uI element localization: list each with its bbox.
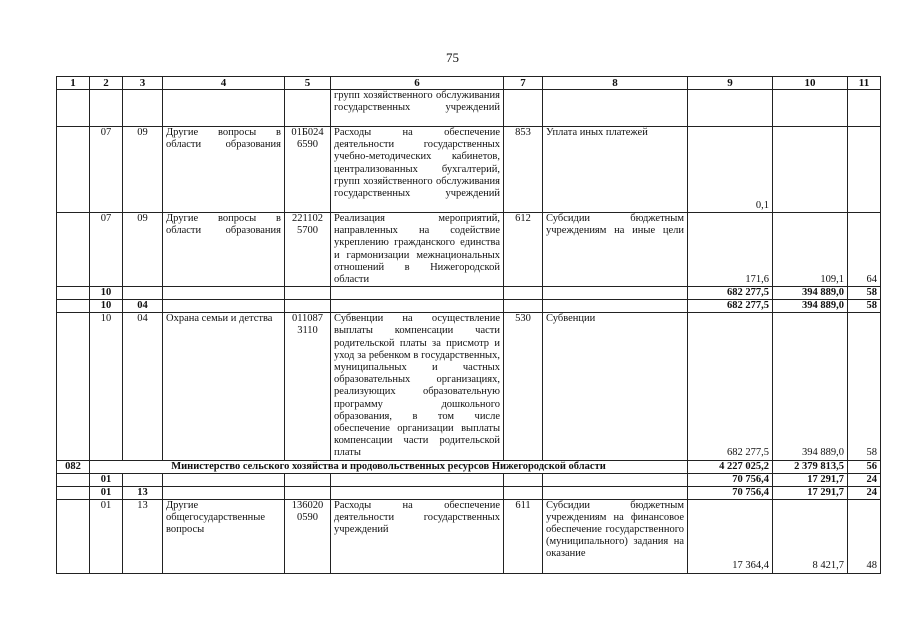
expense-description: Реализация мероприятий, направленных на содействие укреплению гражданского единства и гармонизации межнациональных отношений в Нижегородской области <box>331 213 504 287</box>
actual-amount: 394 889,0 <box>773 313 848 460</box>
plan-amount: 4 227 025,2 <box>688 460 773 473</box>
header-cell: 5 <box>285 77 331 90</box>
execution-percent: 56 <box>848 460 881 473</box>
subsection-code: 04 <box>123 313 163 460</box>
actual-amount: 8 421,7 <box>773 499 848 573</box>
subsection-name: Другие общегосударственные вопросы <box>163 499 285 573</box>
expense-description: Расходы на обеспечение деятельности государственных учебно-методических кабинетов, централизованных бухгалтерий, групп хозяйственного обслуживания государственных учреждений <box>331 127 504 213</box>
plan-amount: 682 277,5 <box>688 313 773 460</box>
expense-type-code: 530 <box>504 313 543 460</box>
ministry-code: 082 <box>57 460 90 473</box>
table-row <box>57 213 881 287</box>
subsection-code: 09 <box>123 127 163 213</box>
expense-type-name: Субсидии бюджетным учреждениям на финансовое обеспечение государственного (муниципального) задания на оказание <box>543 499 688 573</box>
actual-amount: 394 889,0 <box>773 287 848 300</box>
section-code: 10 <box>90 313 123 460</box>
header-cell: 10 <box>773 77 848 90</box>
subsection-name: Другие вопросы в области образования <box>163 213 285 287</box>
subsection-total-row <box>57 300 881 313</box>
execution-percent: 58 <box>848 313 881 460</box>
actual-amount <box>773 127 848 213</box>
header-cell: 2 <box>90 77 123 90</box>
ministry-row <box>57 460 881 473</box>
section-code: 07 <box>90 213 123 287</box>
execution-percent <box>848 127 881 213</box>
target-article-code: 011087 3110 <box>285 313 331 460</box>
subsection-code: 13 <box>123 486 163 499</box>
section-code: 01 <box>90 486 123 499</box>
header-cell: 6 <box>331 77 504 90</box>
header-cell: 7 <box>504 77 543 90</box>
section-code: 01 <box>90 499 123 573</box>
expense-type-code: 612 <box>504 213 543 287</box>
section-code: 10 <box>90 287 123 300</box>
expense-type-code: 853 <box>504 127 543 213</box>
actual-amount: 17 291,7 <box>773 473 848 486</box>
execution-percent: 64 <box>848 213 881 287</box>
header-cell: 8 <box>543 77 688 90</box>
plan-amount: 171,6 <box>688 213 773 287</box>
subsection-name: Охрана семьи и детства <box>163 313 285 460</box>
section-total-row <box>57 473 881 486</box>
section-code: 10 <box>90 300 123 313</box>
expense-description: Субвенции на осуществление выплаты компенсации части родительской платы за присмотр и уход за ребенком в государственных, муниципальных и частных образовательных организациях, реализующих образовательную программу дошкольного образования, в том числе обеспечение организации выплаты компенсации части родительской платы <box>331 313 504 460</box>
expense-type-name: Субвенции <box>543 313 688 460</box>
table-row <box>57 313 881 460</box>
header-row <box>57 77 881 90</box>
plan-amount: 682 277,5 <box>688 300 773 313</box>
expense-type-name: Уплата иных платежей <box>543 127 688 213</box>
header-cell: 1 <box>57 77 90 90</box>
subsection-code: 09 <box>123 213 163 287</box>
plan-amount: 682 277,5 <box>688 287 773 300</box>
subsection-code: 13 <box>123 499 163 573</box>
target-article-code: 136020 0590 <box>285 499 331 573</box>
plan-amount: 17 364,4 <box>688 499 773 573</box>
ministry-title: Министерство сельского хозяйства и продовольственных ресурсов Нижегородской области <box>90 460 688 473</box>
header-cell: 4 <box>163 77 285 90</box>
actual-amount: 2 379 813,5 <box>773 460 848 473</box>
execution-percent: 24 <box>848 473 881 486</box>
expense-description: Расходы на обеспечение деятельности государственных учреждений <box>331 499 504 573</box>
subsection-name: Другие вопросы в области образования <box>163 127 285 213</box>
table-row <box>57 90 881 127</box>
header-cell: 3 <box>123 77 163 90</box>
execution-percent: 48 <box>848 499 881 573</box>
target-article-code: 221102 5700 <box>285 213 331 287</box>
subsection-total-row <box>57 486 881 499</box>
plan-amount: 70 756,4 <box>688 486 773 499</box>
expense-description: групп хозяйственного обслуживания государственных учреждений <box>331 90 504 127</box>
section-code: 01 <box>90 473 123 486</box>
section-code: 07 <box>90 127 123 213</box>
page-number: 75 <box>446 50 459 65</box>
actual-amount: 109,1 <box>773 213 848 287</box>
expense-type-code: 611 <box>504 499 543 573</box>
section-total-row <box>57 287 881 300</box>
budget-table <box>56 76 881 574</box>
table-row <box>57 499 881 573</box>
table-row <box>57 127 881 213</box>
expense-type-name: Субсидии бюджетным учреждениям на иные цели <box>543 213 688 287</box>
actual-amount: 394 889,0 <box>773 300 848 313</box>
plan-amount: 70 756,4 <box>688 473 773 486</box>
execution-percent: 58 <box>848 287 881 300</box>
execution-percent: 24 <box>848 486 881 499</box>
header-cell: 9 <box>688 77 773 90</box>
plan-amount: 0,1 <box>688 127 773 213</box>
execution-percent: 58 <box>848 300 881 313</box>
header-cell: 11 <box>848 77 881 90</box>
subsection-code: 04 <box>123 300 163 313</box>
target-article-code: 01Б024 6590 <box>285 127 331 213</box>
actual-amount: 17 291,7 <box>773 486 848 499</box>
